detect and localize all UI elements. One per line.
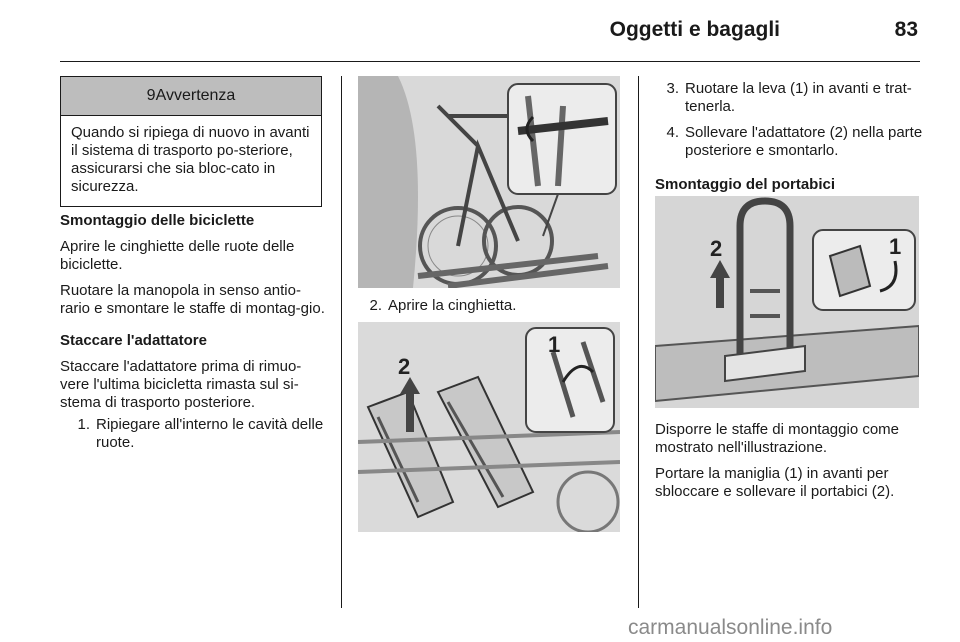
figure-bike-carrier xyxy=(358,76,620,288)
paragraph: Ruotare la manopola in senso antio-rario e smontare le staffe di montag-gio. xyxy=(60,282,325,317)
column-3-lower xyxy=(655,421,927,509)
paragraph: Aprire le cinghiette delle ruote delle biciclette. xyxy=(60,238,295,273)
carrier-removal-illustration xyxy=(655,196,919,408)
fig3-label-1: 1 xyxy=(889,234,902,259)
page-number: 83 xyxy=(894,18,918,41)
column-divider-2 xyxy=(638,76,639,608)
step-number: 3. xyxy=(666,80,679,97)
warning-heading: Avvertenza xyxy=(155,87,236,104)
column-1 xyxy=(60,212,326,452)
wheel-trays-illustration xyxy=(358,322,620,532)
section-title-adapter: Staccare l'adattatore xyxy=(60,332,207,349)
step-text: Ruotare la leva (1) in avanti e trat-tenerla. xyxy=(685,80,912,115)
section-title-bike-removal: Smontaggio delle biciclette xyxy=(60,212,255,229)
list-item-step-4 xyxy=(655,124,923,160)
column-3 xyxy=(655,80,923,202)
bike-carrier-illustration xyxy=(358,76,620,288)
column-2 xyxy=(358,297,628,315)
figure-carrier-removal xyxy=(655,196,919,408)
step-text: Ripiegare all'interno le cavità delle ruote. xyxy=(96,416,324,451)
step-number: 1. xyxy=(77,416,90,433)
footer-watermark: carmanualsonline.info xyxy=(628,616,833,639)
list-item-step-3 xyxy=(655,80,923,116)
step-number: 2. xyxy=(369,297,382,314)
step-number: 4. xyxy=(666,124,679,141)
warning-icon: 9 xyxy=(146,87,156,104)
paragraph: Portare la maniglia (1) in avanti per sbloccare e sollevare il portabici (2). xyxy=(655,465,895,500)
step-text: Aprire la cinghietta. xyxy=(388,297,517,314)
fig2-label-2: 2 xyxy=(398,354,411,379)
paragraph: Staccare l'adattatore prima di rimuo-vere l'ultima bicicletta rimasta sul si-stema di trasporto posteriore. xyxy=(60,358,302,411)
fig3-label-2: 2 xyxy=(710,236,723,261)
paragraph: Disporre le staffe di montaggio come mostrato nell'illustrazione. xyxy=(655,421,900,456)
column-divider-1 xyxy=(341,76,342,608)
list-item-step-2 xyxy=(358,297,628,315)
warning-body: Quando si ripiega di nuovo in avanti il sistema di trasporto po-steriore, assicurarsi che sia bloc-cato in sicurezza. xyxy=(71,124,310,195)
step-text: Sollevare l'adattatore (2) nella parte posteriore e smontarlo. xyxy=(685,124,923,159)
warning-box xyxy=(60,76,322,207)
header-divider xyxy=(60,61,920,62)
fig2-label-1: 1 xyxy=(548,332,561,357)
figure-wheel-trays xyxy=(358,322,620,532)
section-title-carrier-removal: Smontaggio del portabici xyxy=(655,176,836,193)
page-title: Oggetti e bagagli xyxy=(609,18,780,41)
warning-header xyxy=(61,77,321,116)
list-item-step-1 xyxy=(66,416,326,452)
